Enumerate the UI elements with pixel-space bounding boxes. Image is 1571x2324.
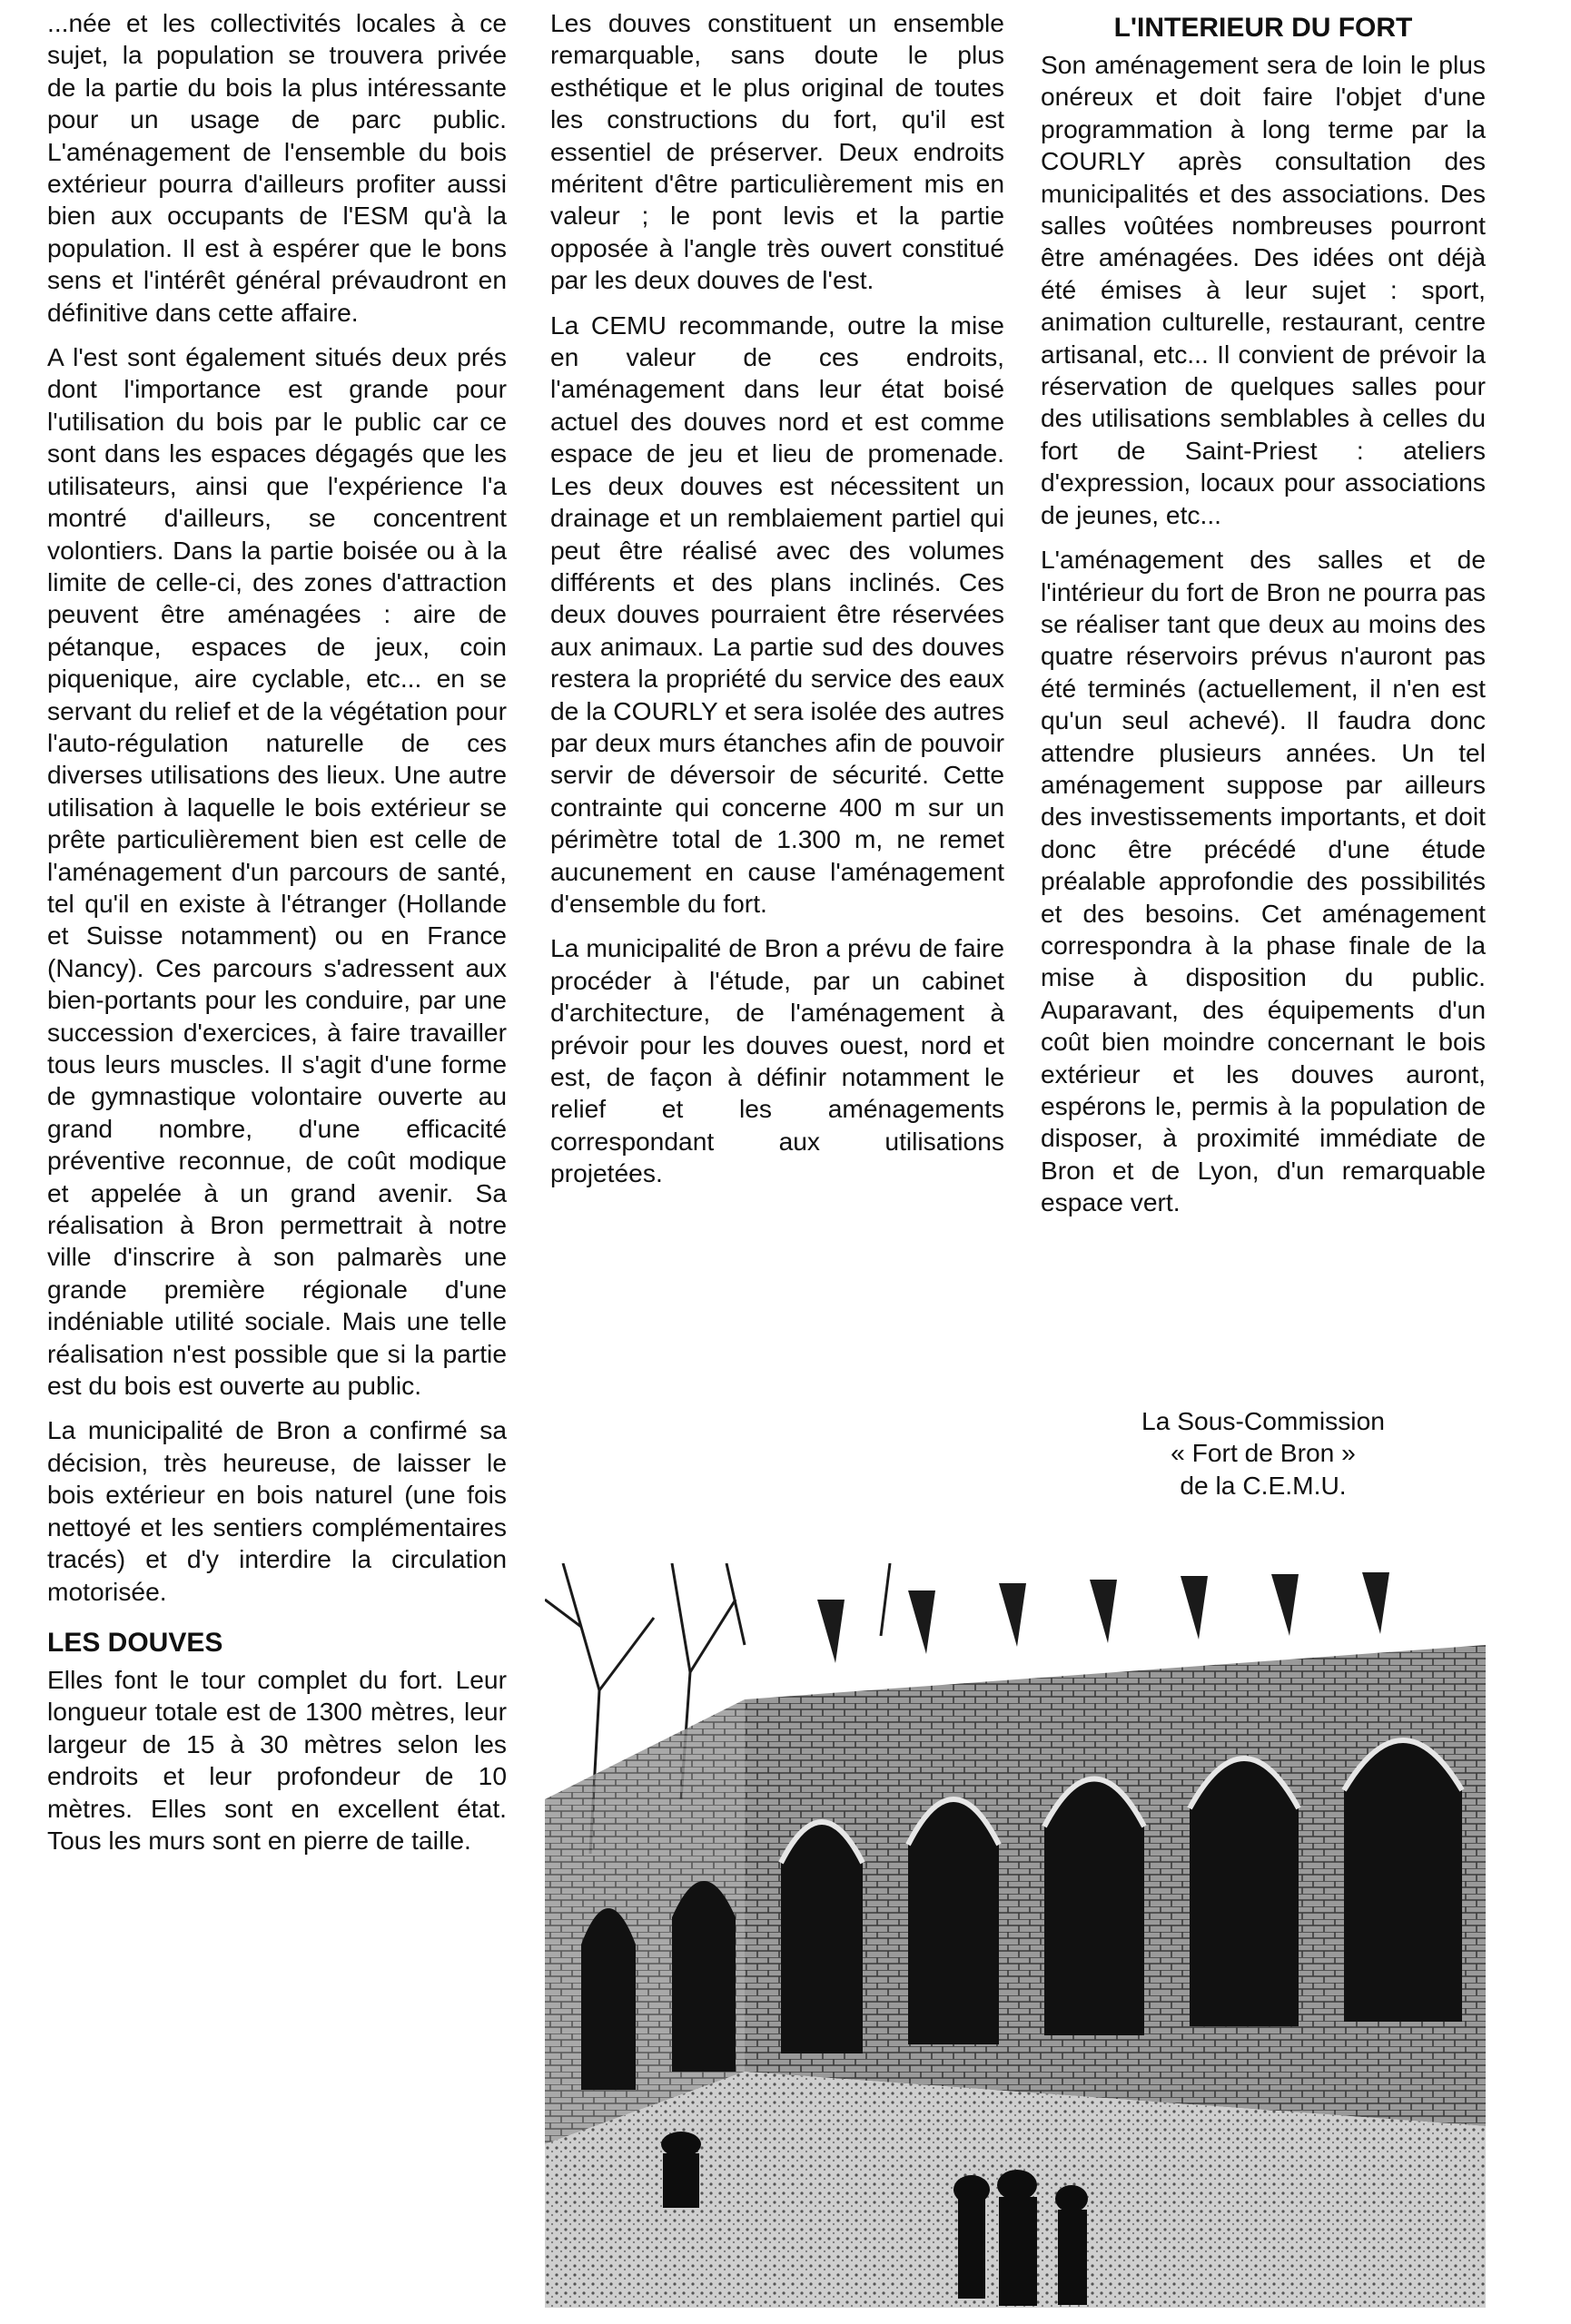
- col1-paragraph-2: A l'est sont également situés deux prés dont l'importance est grande pour l'utilisation du bois par le public car ce sont dans les espaces dégagés que les utilisateurs, ainsi que l'expérience l'a montré d'ailleurs, se concentrent volontiers. Dans la partie boisée ou à la limite de celle-ci, des zones d'attraction peuvent être aménagées : aire de pétanque, espaces de jeux, coin piquenique, aire cyclable, etc... en se servant du relief et de la végétation pour l'auto-régulation naturelle de ces diverses utilisations des lieux. Une autre utilisation à laquelle le bois extérieur se prête particulièrement bien est celle de l'aménagement d'un parcours de santé, tel qu'il en existe à l'étranger (Hollande et Suisse notamment) ou en France (Nancy). Ces parcours s'adressent aux bien-portants pour les conduire, par une succession d'exercices, à faire travailler tous leurs muscles. Il s'agit d'une forme de gymnastique volontaire ouverte au grand nombre, d'une efficacité préventive reconnue, de coût modique et appelée à un grand avenir. Sa réalisation à Bron permettrait à notre ville d'inscrire à son palmarès une grande première régionale d'une indéniable utilité sociale. Mais une telle réalisation n'est possible que si la partie est du bois est ouverte au public.: [47, 342, 507, 1401]
- fort-arcades-photo: [545, 1563, 1486, 2308]
- col2-paragraph-2: La CEMU recommande, outre la mise en valeur de ces endroits, l'aménagement dans leur état boisé actuel des douves nord et est comme espace de jeu et lieu de promenade. Les deux douves est nécessitent un drainage et un remblaiement partiel qui peut être réalisé avec des volumes différents et des plans inclinés. Ces deux douves pourraient être réservées aux animaux. La partie sud des douves restera la propriété du service des eaux de la COURLY et sera isolée des autres par deux murs étanches afin de pouvoir servir de déversoir de sécurité. Cette contrainte qui concerne 400 m sur un périmètre total de 1.300 m, ne remet aucunement en cause l'aménagement d'ensemble du fort.: [550, 310, 1004, 918]
- col2-paragraph-1: Les douves constituent un ensemble remarquable, sans doute le plus esthétique et le plus original de toutes les constructions du fort, qu'il est essentiel de préserver. Deux endroits méritent d'être particulièrement mis en valeur ; le pont levis et la partie opposée à l'angle très ouvert constitué par les deux douves de l'est.: [550, 8, 1004, 295]
- signature-block: [1041, 1405, 1486, 1502]
- heading-les-douves: LES DOUVES: [47, 1627, 223, 1658]
- col3-paragraph-1: Son aménagement sera de loin le plus onéreux et doit faire l'objet d'une programmation à long terme par la COURLY après consultation des municipalités et des associations. Des salles voûtées nombreuses pourront être aménagées. Des idées ont déjà été émises à leur sujet : sport, animation culturelle, restaurant, centre artisanal, etc... Il convient de prévoir la réservation de quelques salles pour des utilisations semblables à celles du fort de Saint-Priest : ateliers d'expression, locaux pour associations de jeunes, etc...: [1041, 50, 1486, 529]
- heading-interieur-du-fort: L'INTERIEUR DU FORT: [1113, 13, 1413, 43]
- column-2: [550, 7, 1004, 1203]
- signature-line-3: de la C.E.M.U.: [1180, 1470, 1347, 1500]
- col1-paragraph-3: La municipalité de Bron a confirmé sa décision, très heureuse, de laisser le bois extérieur en bois naturel (une fois nettoyé et les sentiers complémentaires tracés) et d'y interdire la circulation motorisée.: [47, 1415, 507, 1606]
- signature-line-2: « Fort de Bron »: [1171, 1438, 1356, 1468]
- col2-paragraph-3: La municipalité de Bron a prévu de faire procéder à l'étude, par un cabinet d'architecture, de l'aménagement à prévoir pour les douves ouest, nord et est, de façon à définir notamment le relief et les aménagements correspondant aux utilisations projetées.: [550, 933, 1004, 1188]
- signature-line-1: La Sous-Commission: [1141, 1406, 1385, 1435]
- col3-paragraph-2: L'aménagement des salles et de l'intérieur du fort de Bron ne pourra pas se réaliser tant que deux au moins des quatre réservoirs prévus n'auront pas été terminés (actuellement, il n'en est qu'un seul achevé). Il faudra donc attendre plusieurs années. Un tel aménagement suppose par ailleurs des investissements importants, et doit donc être précédé d'une étude préalable approfondie des possibilités et des besoins. Cet aménagement correspondra à la phase finale de la mise à disposition du public. Auparavant, des équipements d'un coût bien moindre concernant le bois extérieur et les douves auront, espérons le, permis à la population de disposer, à proximité immédiate de Bron et de Lyon, d'un remarquable espace vert.: [1041, 545, 1486, 1217]
- col1-paragraph-1: ...née et les collectivités locales à ce sujet, la population se trouvera privée de la partie du bois la plus intéressante pour un usage de parc public. L'aménagement de l'ensemble du bois extérieur pourra d'ailleurs profiter aussi bien aux occupants de l'ESM qu'à la population. Il est à espérer que le bons sens et l'intérêt général prévaudront en définitive dans cette affaire.: [47, 8, 507, 327]
- column-3: [1041, 7, 1486, 1232]
- column-1: [47, 7, 507, 1869]
- col1-douves-paragraph: Elles font le tour complet du fort. Leur longueur totale est de 1300 mètres, leur largeur de 15 à 30 mètres selon les endroits et leur profondeur de 10 mètres. Elles sont en excellent état. Tous les murs sont en pierre de taille.: [47, 1664, 507, 1855]
